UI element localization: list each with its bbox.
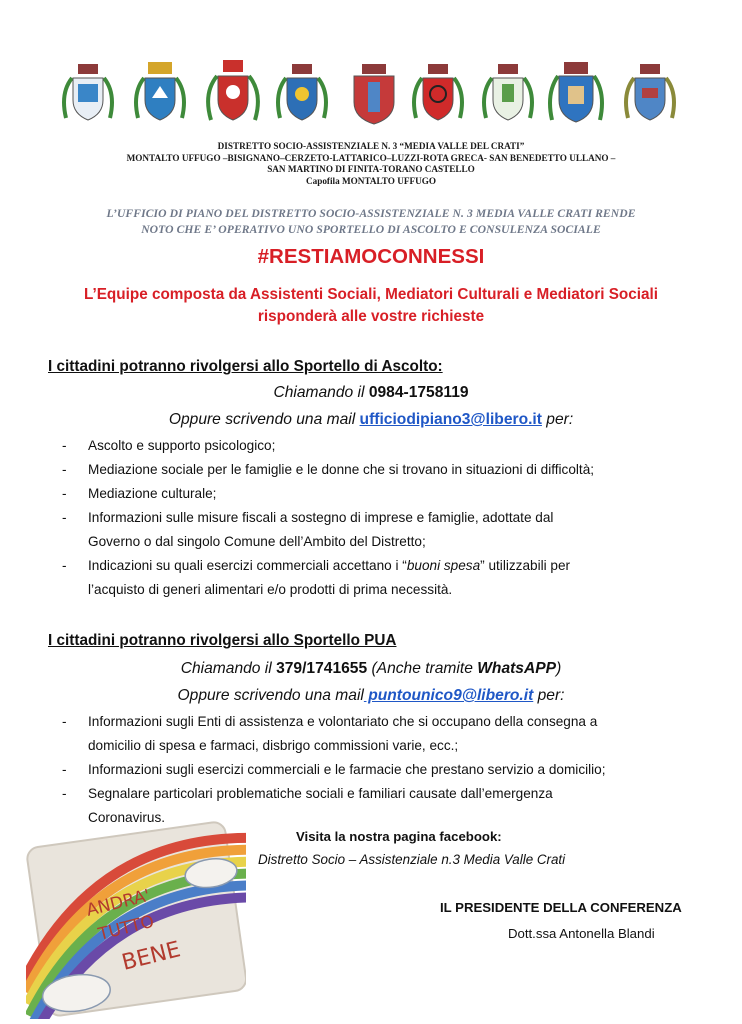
san-martino-di-finita-crest-icon [546, 58, 606, 140]
district-header-line-1: DISTRETTO SOCIO-ASSISTENZIALE N. 3 “MEDIA VALLE DEL CRATI” [217, 141, 525, 151]
list-item: - Mediazione culturale; [62, 486, 217, 501]
equipe-line-2: risponderà alle vostre richieste [257, 308, 485, 325]
ascolto-mail-suffix: per: [541, 411, 574, 428]
district-header-line-2: MONTALTO UFFUGO –BISIGNANO–CERZETO-LATTARICO–LUZZI-ROTA GRECA- SAN BENEDETTO ULLANO – [126, 152, 616, 163]
pua-call-mid: (Anche tramite [367, 660, 478, 677]
pua-call-line [0, 660, 742, 678]
ascolto-mail-line [0, 411, 742, 429]
torano-castello-crest-icon [620, 58, 680, 140]
ascolto-mail-prefix: Oppure scrivendo una mail [168, 411, 360, 428]
cerzeto-crest-icon [203, 58, 263, 140]
pua-section-title: I cittadini potranno rivolgersi allo Sportello PUA [48, 632, 397, 649]
pua-mail-prefix: Oppure scrivendo una mail [177, 687, 364, 704]
luzzi-crest-icon [344, 58, 404, 140]
ascolto-call-prefix: Chiamando il [273, 384, 369, 401]
list-item: - Informazioni sugli Enti di assistenza e volontariato che si occupano della consegna a domicilio di spesa e farmaci, disbrigo commissioni varie, ecc.; [62, 714, 598, 753]
ascolto-services-list [62, 434, 712, 602]
pua-call-prefix: Chiamando il [180, 660, 277, 677]
rainbow-card-illustration [26, 814, 246, 1019]
list-item: - Segnalare particolari problematiche sociali e familiari causate dall’emergenza Coronavirus. [62, 786, 553, 825]
pua-services-list [62, 710, 712, 830]
san-benedetto-ullano-crest-icon [478, 58, 538, 140]
district-header-line-4: Capofila MONTALTO UFFUGO [306, 175, 436, 186]
list-item: - Indicazioni su quali esercizi commerciali accettano i “buoni spesa” utilizzabili per l’acquisto di generi alimentari e/o prodotti di prima necessità. [62, 558, 571, 597]
signature-name: Dott.ssa Antonella Blandi [508, 926, 655, 941]
pua-phone-number[interactable]: 379/1741655 [276, 660, 368, 677]
whatsapp-label: WhatsAPP [477, 660, 557, 677]
ascolto-section-title: I cittadini potranno rivolgersi allo Sportello di Ascolto: [48, 358, 443, 375]
rainbow-card-text-2: TUTTO [96, 911, 157, 945]
rainbow-card-text-1: ANDRA' [84, 885, 153, 921]
montalto-uffugo-crest-icon [58, 58, 118, 140]
pua-mail-line [0, 687, 742, 705]
equipe-line-1: L’Equipe composta da Assistenti Sociali, Mediatori Culturali e Mediatori Sociali [83, 286, 659, 303]
municipal-crests-row [58, 58, 688, 140]
facebook-invite: Visita la nostra pagina facebook: [296, 829, 502, 844]
list-item: - Ascolto e supporto psicologico; [62, 438, 276, 453]
rainbow-card-text-3: BENE [119, 937, 184, 976]
list-item: - Informazioni sulle misure fiscali a sostegno di imprese e famiglie, adottate dal Governo o dal singolo Comune dell’Ambito del Distretto; [62, 510, 554, 549]
office-notice-line-1: L’UFFICIO DI PIANO DEL DISTRETTO SOCIO-ASSISTENZIALE N. 3 MEDIA VALLE CRATI RENDE [106, 207, 636, 220]
list-item: - Mediazione sociale per le famiglie e le donne che si trovano in situazioni di difficoltà; [62, 462, 595, 477]
district-header [0, 141, 742, 187]
bisignano-crest-icon [130, 58, 190, 140]
campaign-hashtag: #RESTIAMOCONNESSI [257, 245, 485, 268]
office-notice-line-2: NOTO CHE E’ OPERATIVO UNO SPORTELLO DI ASCOLTO E CONSULENZA SOCIALE [141, 223, 601, 236]
ascolto-phone-number[interactable]: 0984-1758119 [368, 384, 469, 401]
lattarico-crest-icon [272, 58, 332, 140]
rota-greca-crest-icon [408, 58, 468, 140]
ascolto-call-line [0, 384, 742, 402]
pua-call-suffix: ) [556, 660, 562, 677]
ascolto-email-link[interactable]: ufficiodipiano3@libero.it [359, 411, 542, 428]
list-item: - Informazioni sugli esercizi commerciali e le farmacie che prestano servizio a domicilio; [62, 762, 606, 777]
office-notice [40, 206, 702, 238]
pua-mail-suffix: per: [533, 687, 565, 704]
equipe-statement [30, 284, 712, 328]
signature-role: IL PRESIDENTE DELLA CONFERENZA [440, 900, 682, 915]
district-header-line-3: SAN MARTINO DI FINITA-TORANO CASTELLO [267, 164, 475, 174]
facebook-page-name[interactable]: Distretto Socio – Assistenziale n.3 Media Valle Crati [258, 852, 566, 867]
pua-email-link[interactable]: puntounico9@libero.it [363, 687, 534, 704]
